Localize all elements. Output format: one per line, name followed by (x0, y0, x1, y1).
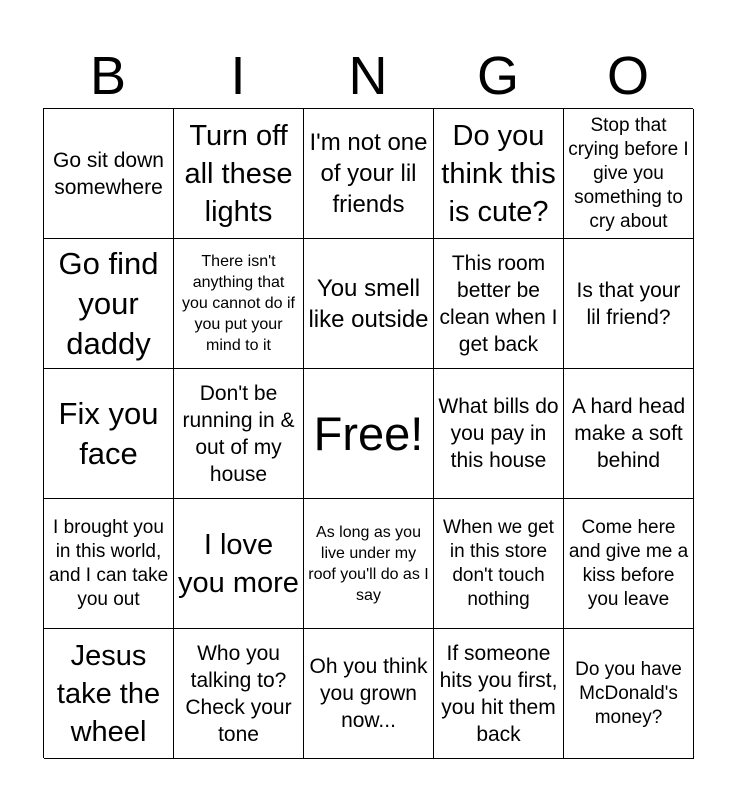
cell-text: Don't be running in & out of my house (182, 381, 295, 486)
cell-text: Come here and give me a kiss before you leave (568, 516, 689, 610)
bingo-cell[interactable] (304, 629, 434, 759)
cell-text: Is that your lil friend? (576, 278, 681, 329)
bingo-cell[interactable] (564, 499, 694, 629)
bingo-header (43, 46, 693, 106)
cell-text: When we get in this store don't touch nothing (443, 516, 554, 610)
header-letter-g: G (476, 46, 519, 106)
cell-text: Oh you think you grown now... (309, 655, 428, 732)
cell-text: I brought you in this world, and I can take you out (48, 516, 169, 610)
bingo-cell[interactable] (174, 109, 304, 239)
bingo-cell[interactable] (174, 369, 304, 499)
header-letter-o: O (606, 46, 649, 106)
bingo-cell[interactable] (564, 629, 694, 759)
cell-text: Fix you face (58, 395, 159, 471)
bingo-cell[interactable] (174, 239, 304, 369)
cell-text: Turn off all these lights (184, 119, 293, 228)
bingo-cell[interactable] (434, 369, 564, 499)
bingo-cell[interactable] (304, 109, 434, 239)
header-letter-b: B (89, 46, 127, 106)
cell-text: As long as you live under my roof you'll do as I say (308, 523, 429, 604)
bingo-cell[interactable] (44, 239, 174, 369)
bingo-cell[interactable] (434, 499, 564, 629)
bingo-cell[interactable] (44, 109, 174, 239)
cell-text: You smell like outside (308, 274, 429, 333)
bingo-cell[interactable] (304, 499, 434, 629)
header-letter-n: N (348, 46, 388, 106)
header-letter-i: I (230, 46, 246, 106)
cell-text: If someone hits you first, you hit them back (439, 641, 558, 746)
cell-text: Go find your daddy (58, 245, 159, 361)
bingo-board (43, 108, 693, 758)
bingo-cell[interactable] (564, 239, 694, 369)
free-space-cell[interactable] (304, 369, 434, 499)
cell-text: I love you more (178, 528, 299, 599)
cell-text: There isn't anything that you cannot do if you put your mind to it (182, 253, 295, 354)
free-space-text: Free! (313, 406, 424, 460)
bingo-cell[interactable] (434, 109, 564, 239)
cell-text: I'm not one of your lil friends (309, 129, 428, 218)
cell-text: Go sit down somewhere (53, 148, 164, 199)
cell-text: Who you talking to? Check your tone (185, 641, 292, 746)
bingo-cell[interactable] (44, 629, 174, 759)
cell-text: What bills do you pay in this house (438, 395, 559, 472)
cell-text: Jesus take the wheel (56, 639, 161, 748)
bingo-cell[interactable] (564, 369, 694, 499)
cell-text: Do you think this is cute? (441, 119, 556, 228)
bingo-cell[interactable] (44, 369, 174, 499)
bingo-cell[interactable] (304, 239, 434, 369)
cell-text: Do you have McDonald's money? (575, 658, 682, 728)
cell-text: This room better be clean when I get back (439, 251, 558, 356)
cell-text: A hard head make a soft behind (571, 395, 686, 472)
bingo-cell[interactable] (434, 629, 564, 759)
bingo-cell[interactable] (174, 499, 304, 629)
bingo-cell[interactable] (564, 109, 694, 239)
bingo-cell[interactable] (174, 629, 304, 759)
bingo-cell[interactable] (44, 499, 174, 629)
cell-text: Stop that crying before I give you something to cry about (568, 114, 689, 232)
bingo-cell[interactable] (434, 239, 564, 369)
